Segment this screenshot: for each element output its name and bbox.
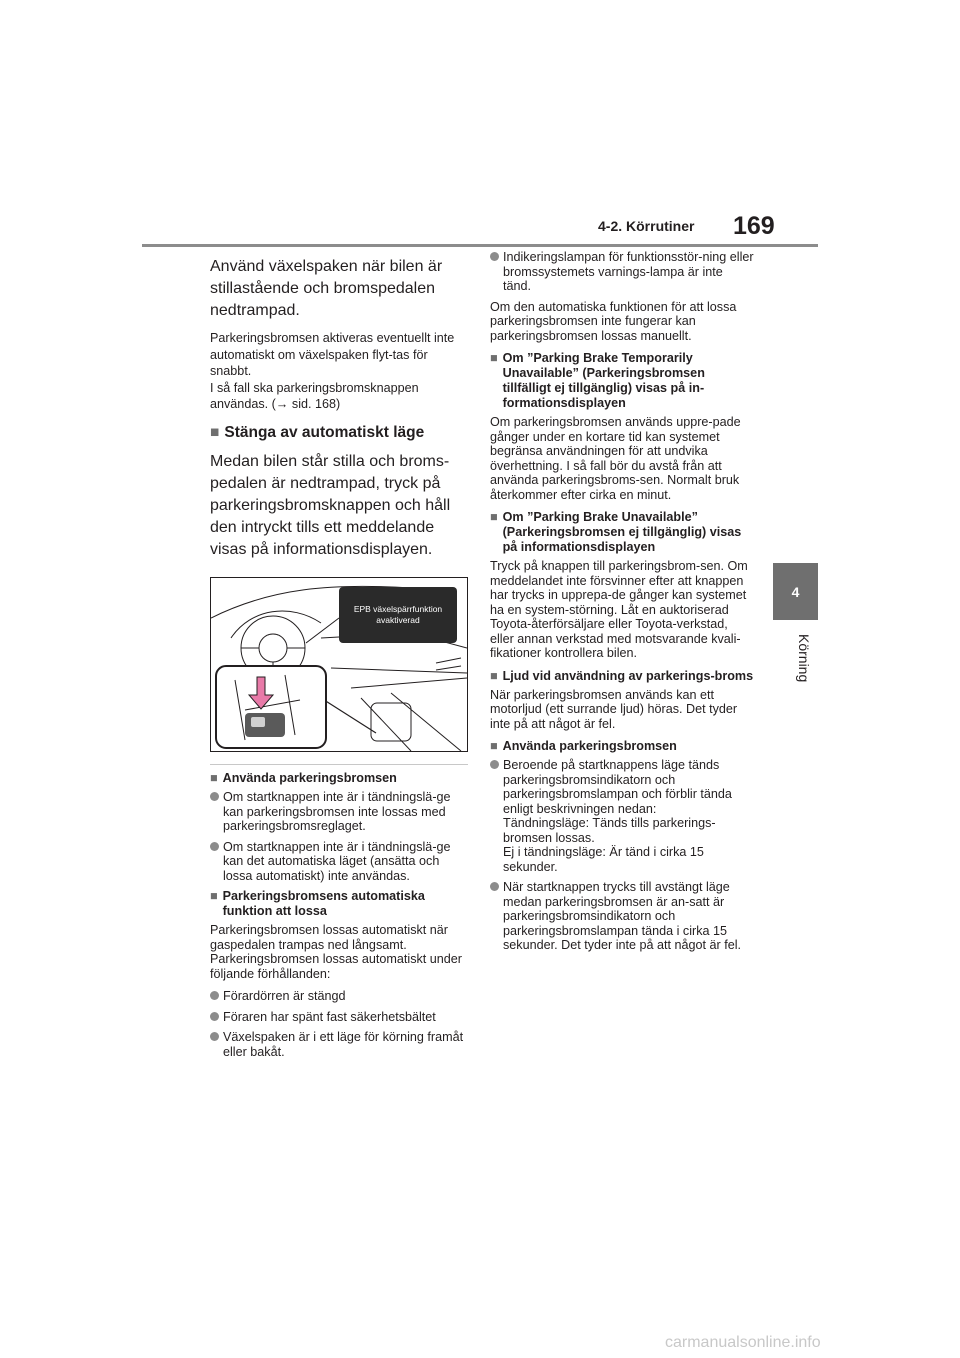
list-item: Föraren har spänt fast säkerhetsbältet [210,1010,468,1025]
square-bullet-icon: ■ [490,351,498,365]
square-bullet-icon: ■ [210,771,218,785]
temporarily-unavailable-text: Om parkeringsbromsen används uppre-pade gånger under en kortare tid kan systemet begränsa användningen för att undvika överhettning. I så fall bör du avstå från att använda parkeringsbroms-sen. Normalt bruk återkommer efter cirka en minut. [490,415,741,502]
square-bullet-icon: ■ [210,889,218,903]
intro-note-2: I så fall ska parkeringsbromsknappen användas. (→ sid. 168) [210,380,419,411]
bullet-dot-icon [490,760,499,769]
bullet-dot-icon [490,252,499,261]
bullet-dot-icon [210,842,219,851]
figure-rule [210,764,468,765]
heading-auto-mode: ■ Stänga av automatiskt läge [210,423,425,441]
subheading-using-brake: ■ Använda parkeringsbromsen [210,771,397,785]
sound-text: När parkeringsbromsen används kan ett motorljud (ett surrande ljud) höras. Det tyder inte på att något är fel. [490,687,738,731]
subheading-temporarily-unavailable: ■ Om ”Parking Brake Temporarily Unavailable” (Parkeringsbromsen tillfälligt ej tillgänglig) visas på in-formationsdisplayen [490,351,705,410]
right-column [490,250,754,959]
list-item: Om startknappen inte är i tändningslä-ge kan parkeringsbromsen inte lossas med parkeringsbromsreglaget. [210,790,468,834]
list-item: När startknappen trycks till avstängt läge medan parkeringsbromsen är an-satt är parkeringsbromsindikatorn och parkeringsbromslampan tända i cirka 15 sekunder. Det tyder inte på att något är fel. [490,880,754,953]
page-number: 169 [733,212,775,240]
square-bullet-icon: ■ [490,510,498,524]
bullet-dot-icon [210,1032,219,1041]
list-item: Om startknappen inte är i tändningslä-ge kan det automatiska läget (ansätta och lossa automatiskt) inte användas. [210,840,468,884]
square-bullet-icon: ■ [490,739,498,753]
bullet-dot-icon [210,991,219,1000]
chapter-tab [773,563,818,620]
auto-mode-instructions: Medan bilen står stilla och broms-pedalen är nedtrampad, tryck på parkeringsbromsknappen och håll den intryckt tills ett meddelande visas på informationsdisplayen. [210,452,451,558]
list-item: Förardörren är stängd [210,989,468,1004]
intro-note-1: Parkeringsbromsen aktiveras eventuellt inte automatiskt om växelspaken flyt-tas för snabbt. [210,331,455,378]
header-rule [142,244,818,247]
epb-message-line2: avaktiverad [376,615,420,625]
epb-message-display [339,587,457,643]
manual-release-text: Om den automatiska funktionen för att lossa parkeringsbromsen inte fungerar kan parkeringsbromsen lossas manuellt. [490,299,737,343]
dashboard-illustration [210,577,468,752]
subheading-sound: ■ Ljud vid användning av parkerings-broms [490,668,754,683]
left-column-lower [210,771,468,1065]
unavailable-text: Tryck på knappen till parkeringsbrom-sen. Om meddelandet inte försvinner efter att knappen har trycks in upprepa-de gånger kan systemet ha en system-störning. Låt en auktoriserad Toyota-återförsäljare eller Toyota-verkstad, eller annan verkstad med motsvarande kvali-fikationer kontrollera bilen. [490,559,748,660]
left-column [210,256,468,569]
bullet-dot-icon [210,792,219,801]
auto-release-text: Parkeringsbromsen lossas automatiskt när gaspedalen trampas ned långsamt. Parkeringsbromsen lossas automatiskt under följande förhållanden: [210,923,462,981]
subheading-using-brake-2: ■ Använda parkeringsbromsen [490,739,677,753]
chapter-number: 4 [791,583,800,600]
footer-watermark: carmanualsonline.info [665,1334,821,1351]
list-item: Indikeringslampan för funktionsstör-ning eller bromssystemets varnings-lampa är inte tänd. [490,250,754,294]
switch-inset [215,665,327,749]
chapter-label: Körning [796,634,812,683]
subheading-auto-release: ■ Parkeringsbromsens automatiska funktion att lossa [210,889,425,918]
intro-text: Använd växelspaken när bilen är stillastående och bromspedalen nedtrampad. [210,258,443,319]
bullet-dot-icon [210,1012,219,1021]
square-bullet-icon: ■ [210,423,220,441]
list-item: Beroende på startknappens läge tänds parkeringsbromsindikatorn och parkeringsbromslampan och förblir tända enligt beskrivningen nedan: Tändningsläge: Tänds tills parkerings-bromsen lossas. Ej i tändningsläge: Är tänd i cirka 15 sekunder. [490,758,754,874]
epb-message-line1: EPB växelspärrfunktion [353,604,443,614]
list-item: Växelspaken är i ett läge för körning framåt eller bakåt. [210,1030,468,1059]
square-bullet-icon: ■ [490,668,498,683]
section-header: 4-2. Körrutiner [598,218,695,234]
bullet-dot-icon [490,882,499,891]
subheading-unavailable: ■ Om ”Parking Brake Unavailable” (Parkeringsbromsen ej tillgänglig) visas på informationsdisplayen [490,510,742,554]
